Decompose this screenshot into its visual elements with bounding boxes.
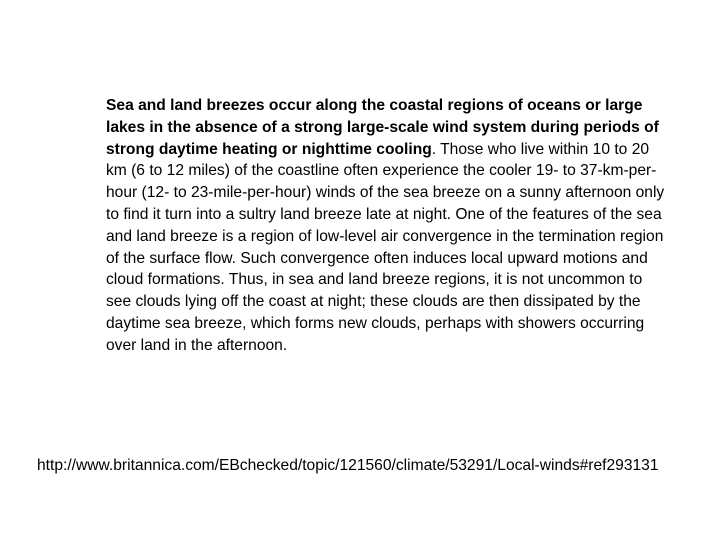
paragraph-lead: Sea and land breezes occur along the coastal regions of oceans or large lakes in the absence of a strong large-scale wind system during periods of strong daytime heating or nighttime cooling (106, 97, 659, 158)
body-paragraph (106, 95, 671, 357)
paragraph-rest: . Those who live within 10 to 20 km (6 to 12 miles) of the coastline often experience the cooler 19- to 37-km-per-hour (12- to 23-mile-per-hour) winds of the sea breeze on a sunny afternoon only to find it turn into a sultry land breeze late at night. One of the features of the sea and land breeze is a region of low-level air convergence in the termination region of the surface flow. Such convergence often induces local upward motions and cloud formations. Thus, in sea and land breeze regions, it is not uncommon to see clouds lying off the coast at night; these clouds are then dissipated by the daytime sea breeze, which forms new clouds, perhaps with showers occurring over land in the afternoon. (106, 140, 665, 354)
source-url[interactable]: http://www.britannica.com/EBchecked/topic/121560/climate/53291/Local-winds#ref293131 (37, 457, 659, 474)
